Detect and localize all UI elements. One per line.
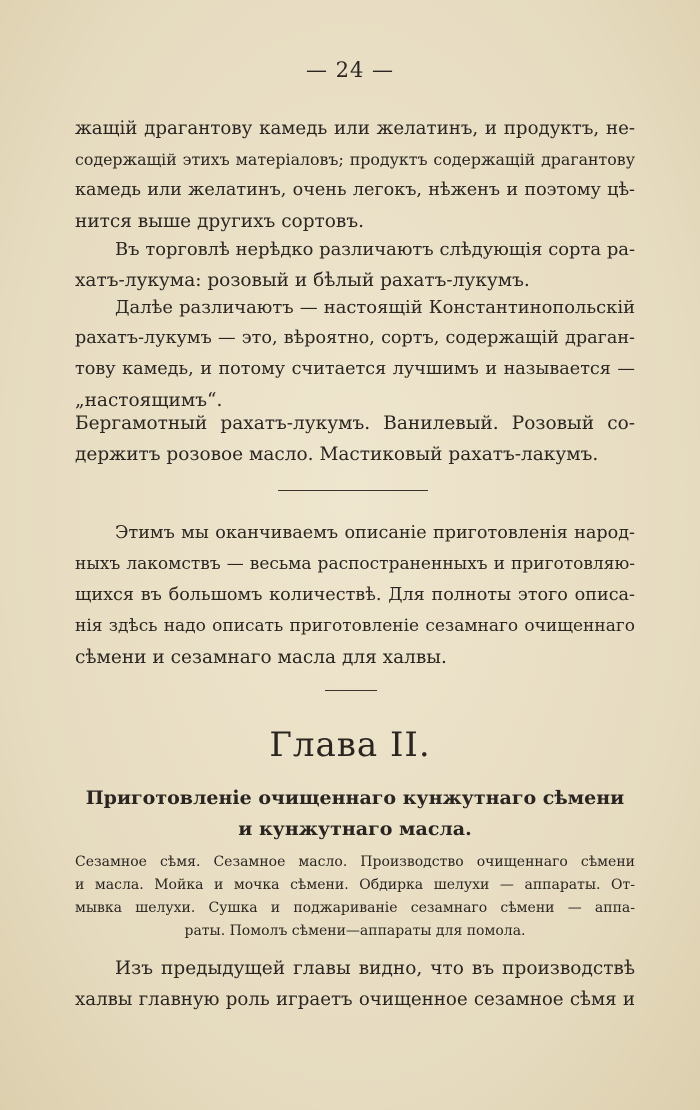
summary-line: мывка шелухи. Сушка и поджариваніе сезамнаго сѣмени — аппа- bbox=[75, 900, 635, 916]
chapter-summary bbox=[75, 851, 635, 943]
section-divider bbox=[278, 490, 428, 491]
paragraph-2 bbox=[75, 234, 635, 296]
text-line: нится выше другихъ сортовъ. bbox=[75, 211, 364, 232]
text-line: Изъ предыдущей главы видно, что въ производствѣ bbox=[115, 958, 635, 979]
text-line: рахатъ-лукумъ — это, вѣроятно, сортъ, содержащій драган- bbox=[75, 328, 635, 348]
text-line: щихся въ большомъ количествѣ. Для полноты этого описа- bbox=[75, 585, 635, 605]
heading-line: и кунжутнаго масла. bbox=[238, 818, 472, 840]
paragraph-3 bbox=[75, 292, 635, 416]
text-line: сѣмени и сезамнаго масла для халвы. bbox=[75, 647, 447, 668]
text-line: халвы главную роль играетъ очищенное сезамное сѣмя и bbox=[75, 989, 635, 1010]
paragraph-5 bbox=[75, 518, 635, 673]
paragraph-1 bbox=[75, 113, 635, 237]
summary-line: раты. Помолъ сѣмени—аппараты для помола. bbox=[184, 923, 526, 939]
chapter-heading bbox=[75, 783, 635, 845]
text-line: тову камедь, и потому считается лучшимъ и называется — bbox=[75, 359, 635, 379]
paragraph-4 bbox=[75, 408, 635, 470]
text-line: хатъ-лукума: розовый и бѣлый рахатъ-лукумъ. bbox=[75, 270, 530, 291]
text-line: содержащій этихъ матеріаловъ; продуктъ содержащій драгантову bbox=[75, 150, 635, 169]
text-line: камедь или желатинъ, очень легокъ, нѣженъ и поэтому цѣ- bbox=[75, 180, 635, 200]
page-number: — 24 — bbox=[305, 58, 395, 82]
text-line: держитъ розовое масло. Мастиковый рахатъ-лакумъ. bbox=[75, 444, 599, 465]
summary-line: Сезамное сѣмя. Сезамное масло. Производство очищеннаго сѣмени bbox=[75, 854, 635, 870]
short-divider bbox=[325, 690, 377, 691]
paragraph-6 bbox=[75, 953, 635, 1015]
text-line: жащій драгантову камедь или желатинъ, и продуктъ, не- bbox=[75, 118, 635, 139]
text-line: Въ торговлѣ нерѣдко различаютъ слѣдующія сорта ра- bbox=[115, 239, 635, 260]
heading-line: Приготовленіе очищеннаго кунжутнаго сѣмени bbox=[85, 787, 625, 809]
text-line: Бергамотный рахатъ-лукумъ. Ванилевый. Розовый со- bbox=[75, 413, 635, 434]
text-line: ныхъ лакомствъ — весьма распостраненныхъ и приготовляю- bbox=[75, 554, 635, 574]
text-line: Далѣе различаютъ — настоящій Константинопольскій bbox=[115, 297, 635, 318]
text-line: Этимъ мы оканчиваемъ описаніе приготовленія народ- bbox=[115, 523, 635, 543]
chapter-title: Глава II. bbox=[269, 725, 431, 765]
text-line: нія здѣсь надо описать приготовленіе сезамнаго очищеннаго bbox=[75, 616, 635, 636]
summary-line: и масла. Мойка и мочка сѣмени. Обдирка шелухи — аппараты. От- bbox=[75, 877, 635, 893]
text-line: „настоящимъ“. bbox=[75, 390, 223, 411]
